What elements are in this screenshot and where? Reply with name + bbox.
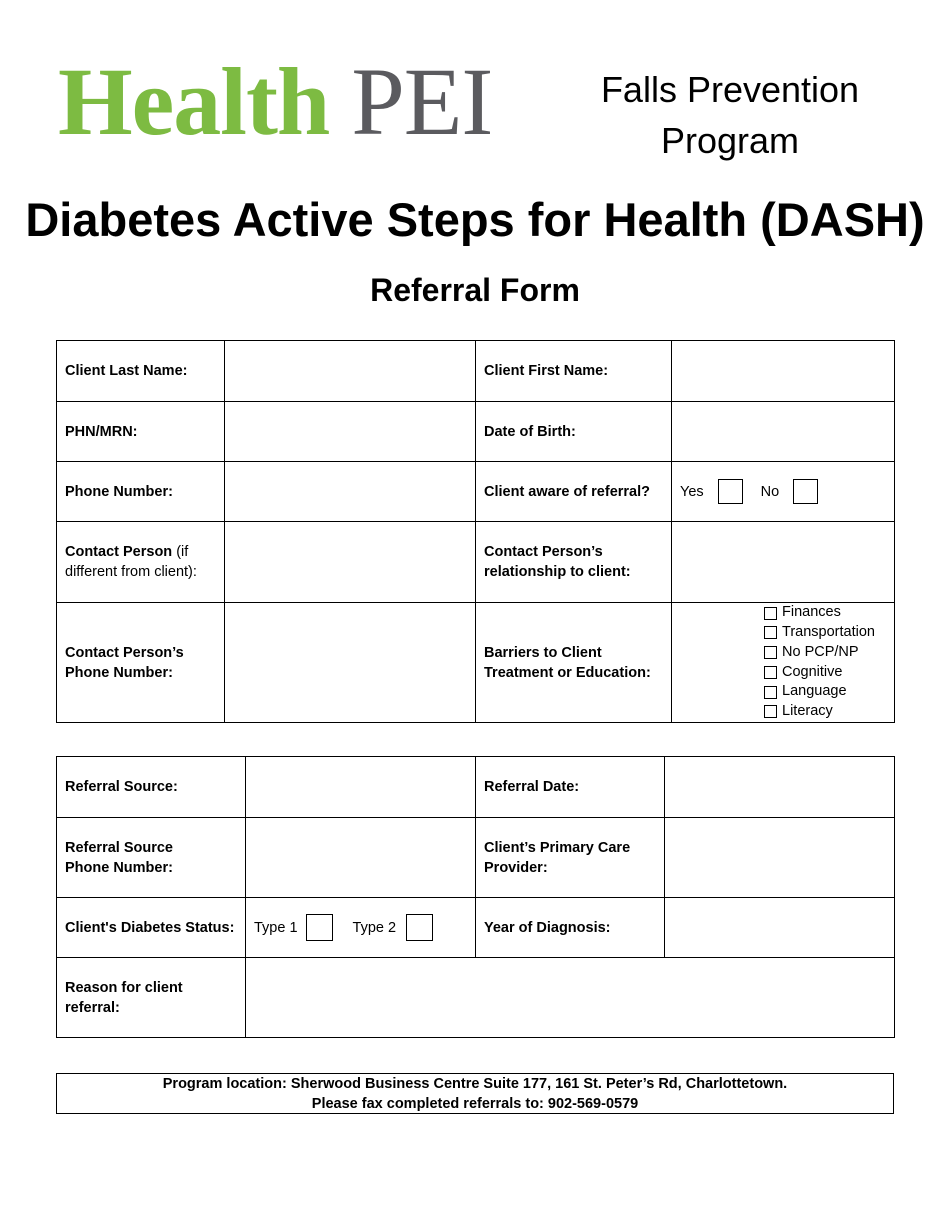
diabetes-status-cell	[246, 898, 476, 958]
table-row	[57, 522, 895, 603]
referral-source-phone-line-1: Referral Source	[65, 839, 173, 856]
type1-label: Type 1	[254, 919, 298, 936]
reason-label	[57, 958, 246, 1038]
year-of-diagnosis-label: Year of Diagnosis:	[476, 898, 665, 958]
phone-field[interactable]	[225, 462, 476, 522]
yes-checkbox[interactable]	[718, 479, 743, 504]
table-row	[57, 402, 895, 462]
barrier-label: Language	[782, 683, 847, 700]
barrier-checkbox[interactable]	[764, 686, 777, 699]
barriers-line-2: Treatment or Education:	[484, 664, 651, 681]
referral-date-field[interactable]	[665, 757, 895, 818]
table-row	[57, 603, 895, 723]
logo-word-health: Health	[58, 48, 330, 155]
client-first-name-label: Client First Name:	[476, 341, 672, 402]
primary-care-line-1: Client’s Primary Care	[484, 839, 631, 856]
barrier-option[interactable]	[764, 643, 886, 663]
primary-care-field[interactable]	[665, 818, 895, 898]
contact-person-note-2: different from client):	[65, 564, 197, 580]
page-subtitle: Referral Form	[370, 272, 580, 308]
barrier-checkbox[interactable]	[764, 607, 777, 620]
contact-phone-label	[57, 603, 225, 723]
referral-source-label: Referral Source:	[57, 757, 246, 818]
table-row	[57, 341, 895, 402]
contact-relationship-line-2: relationship to client:	[484, 564, 631, 580]
referral-info-table	[56, 756, 895, 1038]
barrier-option[interactable]	[764, 663, 886, 683]
barrier-checkbox[interactable]	[764, 626, 777, 639]
table-row	[57, 958, 895, 1038]
referral-source-phone-field[interactable]	[246, 818, 476, 898]
barriers-options	[672, 603, 895, 723]
contact-phone-field[interactable]	[225, 603, 476, 723]
barrier-checkbox[interactable]	[764, 646, 777, 659]
reason-line-1: Reason for client	[65, 979, 183, 996]
referral-source-phone-line-2: Phone Number:	[65, 859, 173, 876]
dob-label: Date of Birth:	[476, 402, 672, 462]
yes-label: Yes	[680, 483, 704, 500]
referral-date-label: Referral Date:	[476, 757, 665, 818]
barriers-line-1: Barriers to Client	[484, 644, 602, 661]
contact-relationship-label	[476, 522, 672, 603]
year-of-diagnosis-field[interactable]	[665, 898, 895, 958]
reason-line-2: referral:	[65, 999, 120, 1016]
primary-care-label	[476, 818, 665, 898]
barrier-label: No PCP/NP	[782, 643, 859, 660]
no-checkbox[interactable]	[793, 479, 818, 504]
health-pei-logo	[58, 48, 493, 155]
client-aware-cell	[672, 462, 895, 522]
contact-person-field[interactable]	[225, 522, 476, 603]
contact-person-label	[57, 522, 225, 603]
contact-phone-line-2: Phone Number:	[65, 664, 173, 681]
program-name	[590, 64, 870, 166]
barrier-option[interactable]	[764, 603, 886, 623]
barrier-option[interactable]	[764, 623, 886, 643]
barrier-checkbox[interactable]	[764, 666, 777, 679]
diabetes-status-label: Client's Diabetes Status:	[57, 898, 246, 958]
barrier-checkbox[interactable]	[764, 705, 777, 718]
reason-field[interactable]	[246, 958, 895, 1038]
contact-person-bold: Contact Person	[65, 544, 173, 560]
client-first-name-field[interactable]	[672, 341, 895, 402]
barrier-label: Cognitive	[782, 663, 843, 680]
client-last-name-field[interactable]	[225, 341, 476, 402]
footer-line-1: Program location: Sherwood Business Centre Suite 177, 161 St. Peter’s Rd, Charlottetown.	[162, 1076, 788, 1092]
contact-relationship-line-1: Contact Person’s	[484, 544, 603, 560]
contact-person-note-1: (if	[172, 544, 189, 560]
barriers-label	[476, 603, 672, 723]
barrier-option[interactable]	[764, 702, 886, 722]
table-row	[57, 757, 895, 818]
type1-checkbox[interactable]	[306, 914, 333, 941]
barrier-label: Finances	[782, 604, 841, 621]
barrier-label: Literacy	[782, 703, 833, 720]
phn-field[interactable]	[225, 402, 476, 462]
program-location-footer	[56, 1073, 894, 1114]
contact-phone-line-1: Contact Person’s	[65, 644, 184, 661]
barrier-option[interactable]	[764, 682, 886, 702]
footer-line-2: Please fax completed referrals to: 902-569-0579	[311, 1096, 639, 1112]
primary-care-line-2: Provider:	[484, 859, 548, 876]
client-info-table	[56, 340, 895, 723]
phn-label: PHN/MRN:	[57, 402, 225, 462]
barrier-label: Transportation	[782, 623, 875, 640]
contact-relationship-field[interactable]	[672, 522, 895, 603]
dob-field[interactable]	[672, 402, 895, 462]
program-line-1: Falls Prevention	[600, 69, 860, 110]
logo-word-pei: PEI	[351, 48, 493, 155]
type2-label: Type 2	[352, 919, 397, 936]
page-title: Diabetes Active Steps for Health (DASH)	[25, 193, 925, 246]
type2-checkbox[interactable]	[406, 914, 433, 941]
client-last-name-label: Client Last Name:	[57, 341, 225, 402]
referral-source-field[interactable]	[246, 757, 476, 818]
phone-label: Phone Number:	[57, 462, 225, 522]
table-row	[57, 462, 895, 522]
referral-source-phone-label	[57, 818, 246, 898]
no-label: No	[760, 483, 780, 500]
client-aware-label: Client aware of referral?	[476, 462, 672, 522]
table-row	[57, 898, 895, 958]
program-line-2: Program	[660, 120, 800, 161]
table-row	[57, 818, 895, 898]
